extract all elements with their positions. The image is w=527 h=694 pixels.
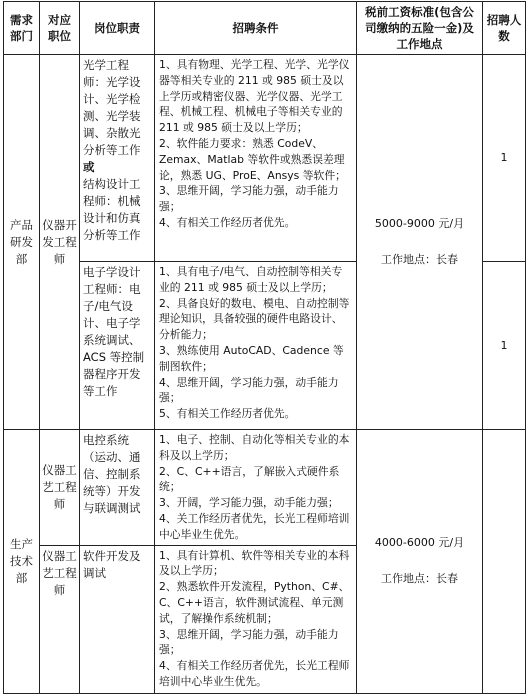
requirement-item: 3、思维开阔，学习能力强，动手能力强； bbox=[159, 627, 339, 657]
header-dept: 需求部门 bbox=[4, 2, 40, 55]
position-cell: 仪器工艺工程师 bbox=[40, 545, 80, 693]
duty-cell: 软件开发及调试 bbox=[80, 545, 155, 693]
recruitment-table bbox=[3, 1, 526, 694]
pay-amount: 4000-6000 元/月 bbox=[374, 536, 465, 550]
requirement-item: 4、思维开阔，学习能力强，动手能力强； bbox=[159, 375, 339, 405]
header-count: 招聘人数 bbox=[483, 2, 526, 55]
requirement-item: 1、具有计算机、软件等相关专业的本科及以上学历； bbox=[159, 548, 350, 578]
requirement-item: 2、具备良好的数电、模电、自动控制等理论知识，具备较强的硬件电路设计、分析能力； bbox=[159, 296, 350, 342]
header-duty: 岗位职责 bbox=[80, 2, 155, 55]
count-cell: 1 bbox=[483, 55, 526, 262]
position-cell: 仪器开发工程师 bbox=[40, 55, 80, 430]
dept-cell: 产品研发部 bbox=[4, 55, 40, 430]
requirement-item: 4、关工作经历者优先，长光工程师培训中心毕业生优先。 bbox=[159, 511, 350, 541]
requirements-cell bbox=[155, 55, 357, 262]
requirement-item: 4、有相关工作经历者优先，长光工程师培训中心毕业生优先。 bbox=[159, 659, 350, 688]
requirement-item: 2、熟悉软件开发流程，Python、C#、C、C++语言，软件测试流程、单元测试，了解操作系统机制； bbox=[159, 580, 350, 625]
duty-text: 光学工程师：光学设计、光学检测、光学装调、杂散光分析等工作 bbox=[83, 58, 141, 157]
dept-cell: 生产技术部 bbox=[4, 430, 40, 694]
header-pay: 税前工资标准(包含公司缴纳的五险一金)及工作地点 bbox=[357, 2, 483, 55]
duty-text: 结构设计工程师：机械设计和仿真分析等工作 bbox=[83, 177, 141, 242]
count-cell bbox=[483, 430, 526, 694]
pay-amount: 5000-9000 元/月 bbox=[374, 217, 465, 230]
requirement-item: 2、C、C++语言，了解嵌入式硬件系统； bbox=[159, 464, 340, 494]
work-location: 工作地点：长春 bbox=[381, 572, 458, 586]
requirement-item: 1、具有电子/电气、自动控制等相关专业的 211 或 985 硕士及以上学历； bbox=[159, 265, 343, 294]
duty-cell bbox=[80, 55, 155, 262]
table-row bbox=[4, 55, 526, 262]
pay-cell bbox=[357, 55, 483, 430]
work-location: 工作地点：长春 bbox=[381, 253, 458, 266]
requirement-item: 3、思维开阔，学习能力强，动手能力强； bbox=[159, 184, 339, 214]
header-row bbox=[4, 2, 526, 55]
requirement-item: 5、有相关工作经历者优先。 bbox=[159, 407, 296, 421]
duty-cell: 电子学设计工程师：电子/电气设计、电子学系统调试、ACS 等控制器程序开发等工作 bbox=[80, 262, 155, 430]
requirements-cell bbox=[155, 545, 357, 693]
duty-cell: 电控系统（运动、通信、控制系统等）开发与联调测试 bbox=[80, 430, 155, 546]
requirement-item: 1、电子、控制、自动化等相关专业的本科及以上学历； bbox=[159, 433, 350, 462]
position-cell: 仪器工艺工程师 bbox=[40, 430, 80, 546]
requirements-cell bbox=[155, 430, 357, 546]
header-requirements: 招聘条件 bbox=[155, 2, 357, 55]
requirement-item: 3、开阔，学习能力强，动手能力强； bbox=[159, 496, 339, 510]
table-row bbox=[4, 430, 526, 546]
requirement-item: 1、具有物理、光学工程、光学、光学仪器等相关专业的 211 或 985 硕士及以上学历或精密仪器、光学仪器、光学工程、机械工程、机械电子等相关专业的 211 或 985 硕士及以上学历； bbox=[159, 58, 350, 135]
requirements-cell bbox=[155, 262, 357, 430]
requirement-item: 2、软件能力要求：熟悉 CodeV、Zemax、Matlab 等软件或熟悉误差理论，熟悉 UG、ProE、Ansys 等软件； bbox=[159, 136, 346, 182]
requirement-item: 3、熟练使用 AutoCAD、Cadence 等制图软件； bbox=[159, 343, 344, 373]
pay-cell bbox=[357, 430, 483, 694]
count-cell: 1 bbox=[483, 262, 526, 430]
header-position: 对应职位 bbox=[40, 2, 80, 55]
duty-or: 或 bbox=[83, 160, 95, 174]
requirement-item: 4、有相关工作经历者优先。 bbox=[159, 215, 296, 229]
